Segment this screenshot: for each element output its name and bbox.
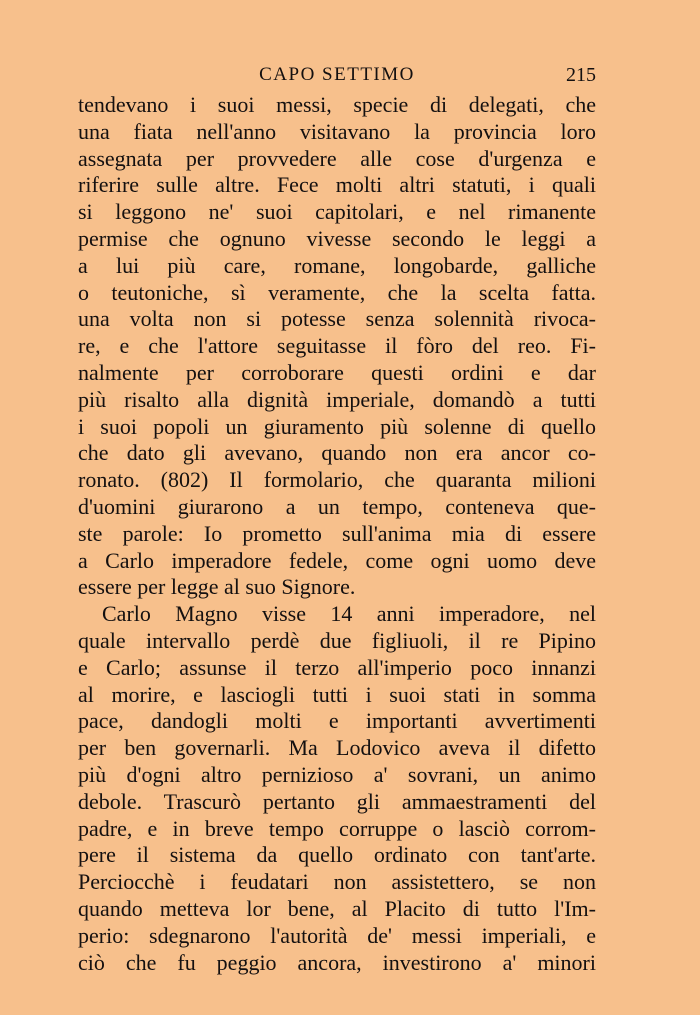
text-line: tendevano i suoi messi, specie di delegati, che: [78, 92, 596, 117]
text-line: o teutoniche, sì veramente, che la scelta fatta.: [78, 279, 596, 305]
page-number: 215: [566, 64, 596, 86]
running-head: [78, 62, 596, 88]
chapter-title: CAPO SETTIMO: [259, 64, 415, 85]
text-line: padre, e in breve tempo corruppe o lasciò corrom-: [78, 815, 596, 841]
text-line: quando metteva lor bene, al Placito di tutto l'Im-: [78, 895, 596, 921]
text-line: che dato gli avevano, quando non era ancor co-: [78, 440, 596, 466]
text-line: ronato. (802) Il formolario, che quaranta milioni: [78, 467, 596, 493]
text-line: una volta non si potesse senza solennità rivoca-: [78, 306, 596, 332]
text-line: si leggono ne' suoi capitolari, e nel rimanente: [78, 199, 596, 225]
text-line: ciò che fu peggio ancora, investirono a' minori: [78, 949, 596, 975]
text-line: debole. Trascurò pertanto gli ammaestramenti del: [78, 788, 596, 814]
text-line: una fiata nell'anno visitavano la provincia loro: [78, 118, 596, 144]
text-line: essere per legge al suo Signore.: [78, 574, 356, 600]
text-line: Carlo Magno visse 14 anni imperadore, nel: [102, 601, 596, 627]
text-line: e Carlo; assunse il terzo all'imperio poco innanzi: [78, 654, 596, 680]
text-line: più risalto alla dignità imperiale, domandò a tutti: [78, 386, 596, 412]
text-line: re, e che l'attore seguitasse il fòro del reo. Fi-: [78, 333, 596, 359]
text-line: nalmente per corroborare questi ordini e dar: [78, 359, 596, 385]
text-line: ste parole: Io prometto sull'anima mia di essere: [78, 520, 596, 546]
text-line: d'uomini giurarono a un tempo, conteneva que-: [78, 493, 596, 519]
text-line: riferire sulle altre. Fece molti altri statuti, i quali: [78, 172, 596, 198]
text-line: permise che ognuno vivesse secondo le leggi a: [78, 225, 596, 251]
text-line: a lui più care, romane, longobarde, galliche: [78, 252, 596, 278]
text-line: i suoi popoli un giuramento più solenne di quello: [78, 413, 596, 439]
text-line: perio: sdegnarono l'autorità de' messi imperiali, e: [78, 922, 596, 948]
text-line: pere il sistema da quello ordinato con tant'arte.: [78, 842, 596, 868]
text-line: Perciocchè i feudatari non assistettero, se non: [78, 869, 596, 895]
text-line: a Carlo imperadore fedele, come ogni uomo deve: [78, 547, 596, 573]
text-line: assegnata per provvedere alle cose d'urgenza e: [78, 145, 596, 171]
text-line: più d'ogni altro pernizioso a' sovrani, un animo: [78, 761, 596, 787]
body-text: [78, 92, 596, 976]
text-line: per ben governarli. Ma Lodovico aveva il difetto: [78, 735, 596, 761]
text-line: al morire, e lasciogli tutti i suoi stati in somma: [78, 681, 596, 707]
text-line: pace, dandogli molti e importanti avvertimenti: [78, 708, 596, 734]
text-line: quale intervallo perdè due figliuoli, il re Pipino: [78, 627, 596, 653]
